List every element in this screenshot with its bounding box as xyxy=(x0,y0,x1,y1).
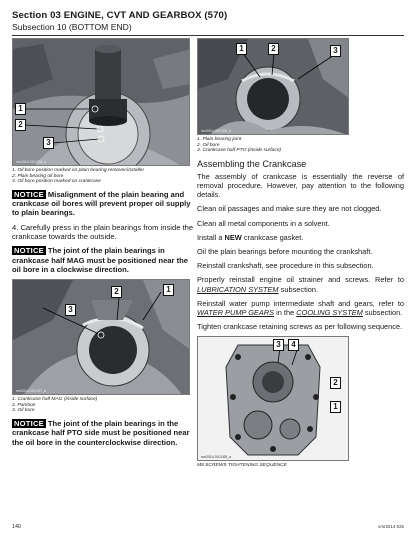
section-title: Section 03 ENGINE, CVT AND GEARBOX (570) xyxy=(12,10,228,21)
document-code: vmr2014-025 xyxy=(378,524,404,529)
caption-item: 1. Crankcase half MAG (inside surface) xyxy=(12,397,98,403)
figure-crankcase-pto xyxy=(197,38,349,135)
paragraph: Reinstall crankshaft, see procedure in this subsection. xyxy=(197,261,374,271)
paragraph xyxy=(197,233,404,242)
caption-item: 3. Oil bore position marked on crankcase xyxy=(12,179,101,185)
text-run: Reinstall water pump intermediate shaft and gears, refer to xyxy=(197,298,404,308)
figure-caption xyxy=(12,397,196,414)
text-run: crankcase gasket. xyxy=(241,232,304,242)
crankcase-mag-illustration xyxy=(13,280,190,395)
notice-mag-joint xyxy=(12,246,196,274)
text-run: subsection. xyxy=(362,308,403,318)
notice-badge: NOTICE xyxy=(14,189,44,199)
text-run: in the xyxy=(274,308,297,318)
notice-text: Misalignment of the plain bearing and crankcase oil bores will prevent proper oil supply to plain bearings. xyxy=(12,189,191,218)
caption-item: 1. Oil bore position marked on plain bearing remover/installer xyxy=(12,168,145,173)
crankcase-screws-illustration xyxy=(198,337,349,461)
callout-2: 2 xyxy=(268,43,279,55)
paragraph xyxy=(197,299,404,317)
figure-code: rmr2014-010-005_a xyxy=(16,160,46,164)
figure-crankcase-mag xyxy=(12,279,190,395)
text-run: Install a xyxy=(197,232,225,242)
callout-3: 3 xyxy=(273,339,284,351)
figure-caption: M8 SCREWS TIGHTENING SEQUENCE xyxy=(197,463,287,469)
notice-misalignment xyxy=(12,190,196,218)
text-bold: NEW xyxy=(224,232,242,242)
callout-3: 3 xyxy=(65,304,76,316)
link-water-pump-gears[interactable]: WATER PUMP GEARS xyxy=(197,308,275,318)
section-heading-assembling: Assembling the Crankcase xyxy=(197,158,307,169)
notice-badge: NOTICE xyxy=(14,246,44,256)
subsection-title: Subsection 10 (BOTTOM END) xyxy=(12,22,132,32)
caption-item: 2. Oil bore xyxy=(197,142,220,148)
figure-code: rmr2014-010-008_a xyxy=(201,455,231,460)
caption-item: 3. Crankcase half PTO (inside surface) xyxy=(197,148,282,154)
figure-caption xyxy=(12,168,196,185)
callout-2: 2 xyxy=(15,119,26,131)
callout-2: 2 xyxy=(111,286,122,298)
figure-caption xyxy=(197,137,404,154)
callout-1: 1 xyxy=(330,401,341,413)
paragraph: Tighten crankcase retaining screws as per following sequence. xyxy=(197,322,403,332)
notice-badge: NOTICE xyxy=(14,418,44,428)
callout-1: 1 xyxy=(236,43,247,55)
caption-item: 2. Partition xyxy=(12,402,36,408)
figure-bearing-installer xyxy=(12,38,190,166)
callout-3: 3 xyxy=(43,137,54,149)
step-4: 4. Carefully press in the plain bearings from inside the crankcase towards the outside. xyxy=(12,222,194,241)
caption-item: 3. Oil bore xyxy=(12,408,35,414)
figure-tightening-sequence xyxy=(197,336,349,461)
notice-text: The joint of the plain bearings in the crankcase half PTO side must be positioned near the oil bore in the counterclockwise direction. xyxy=(12,418,190,447)
paragraph xyxy=(197,275,404,293)
paragraph: Clean all metal components in a solvent. xyxy=(197,218,330,228)
page-header xyxy=(12,10,404,32)
text-run: subsection. xyxy=(278,284,319,294)
page-number: 140 xyxy=(12,524,21,530)
paragraph: Clean oil passages and make sure they are not clogged. xyxy=(197,204,382,214)
callout-1: 1 xyxy=(15,103,26,115)
left-column xyxy=(12,38,196,447)
figure-code: rmr2014-010-006_a xyxy=(201,129,231,133)
callout-3: 3 xyxy=(330,45,341,57)
callout-2: 2 xyxy=(330,377,341,389)
notice-text: The joint of the plain bearings in crankcase half MAG must be positioned near the oil bore in a clockwise direction. xyxy=(12,246,188,274)
text-run: Properly reinstall engine oil strainer and screws. Refer to xyxy=(197,275,404,285)
header-divider xyxy=(12,35,404,36)
callout-1: 1 xyxy=(163,284,174,296)
caption-item: 2. Plain bearing oil bore xyxy=(12,173,64,179)
caption-item: 1. Plain bearing joint xyxy=(197,137,242,142)
link-lubrication-system[interactable]: LUBRICATION SYSTEM xyxy=(197,284,279,294)
notice-pto-joint xyxy=(12,419,196,447)
callout-4: 4 xyxy=(288,339,299,351)
bearing-installer-illustration xyxy=(13,39,190,166)
paragraph: The assembly of crankcase is essentially the reverse of removal procedure. However, pay attention to the following details. xyxy=(197,171,404,200)
figure-code: rmr2014-010-007_a xyxy=(16,389,46,394)
right-column xyxy=(197,38,404,469)
paragraph: Oil the plain bearings before mounting the crankshaft. xyxy=(197,247,373,256)
link-cooling-system[interactable]: COOLING SYSTEM xyxy=(296,308,363,318)
